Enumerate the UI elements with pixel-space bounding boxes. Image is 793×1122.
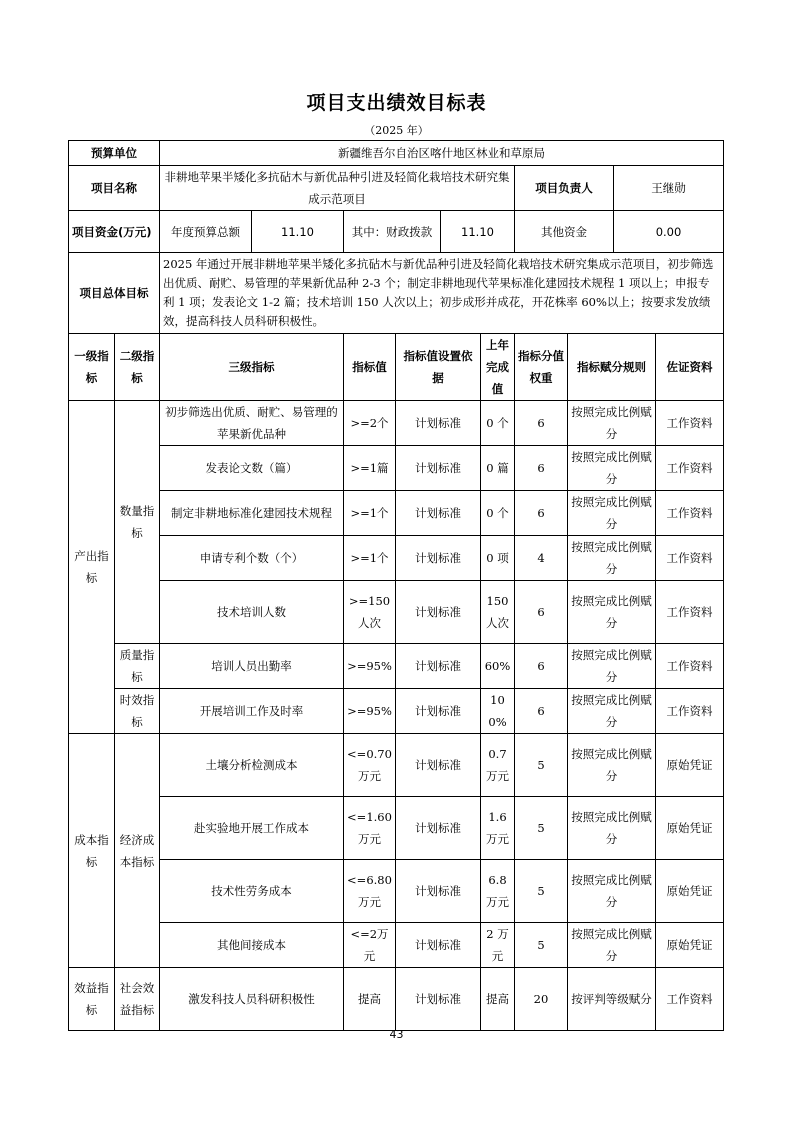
- last-year-cell: 6.8 万元: [481, 860, 515, 923]
- evidence-cell: 工作资料: [656, 968, 724, 1031]
- basis-cell: 计划标准: [396, 581, 481, 644]
- target-cell: >=1个: [344, 491, 396, 536]
- group-quality: 质量指标: [115, 644, 160, 689]
- target-cell: 提高: [344, 968, 396, 1031]
- level3-cell: 激发科技人员科研积极性: [160, 968, 344, 1031]
- last-year-cell: 0 篇: [481, 446, 515, 491]
- annual-budget-value: 11.10: [252, 211, 344, 253]
- evidence-cell: 原始凭证: [656, 734, 724, 797]
- scoring-cell: 按照完成比例赋分: [568, 401, 656, 446]
- evidence-cell: 工作资料: [656, 581, 724, 644]
- weight-cell: 6: [515, 446, 568, 491]
- scoring-cell: 按照完成比例赋分: [568, 446, 656, 491]
- target-cell: <=1.60万元: [344, 797, 396, 860]
- table-row: [69, 734, 724, 797]
- basis-cell: 计划标准: [396, 446, 481, 491]
- group-economic-cost: 经济成本指标: [115, 734, 160, 968]
- scoring-cell: 按照完成比例赋分: [568, 581, 656, 644]
- table-row: [69, 923, 724, 968]
- other-funds-value: 0.00: [614, 211, 724, 253]
- weight-cell: 20: [515, 968, 568, 1031]
- last-year-cell: 0.7 万元: [481, 734, 515, 797]
- col-level2: 二级指标: [115, 334, 160, 401]
- target-cell: <=6.80万元: [344, 860, 396, 923]
- level3-cell: 技术性劳务成本: [160, 860, 344, 923]
- fiscal-label: 其中：财政拨款: [344, 211, 441, 253]
- col-scoring: 指标赋分规则: [568, 334, 656, 401]
- scoring-cell: 按照完成比例赋分: [568, 689, 656, 734]
- scoring-cell: 按照完成比例赋分: [568, 536, 656, 581]
- last-year-cell: 150 人次: [481, 581, 515, 644]
- level3-cell: 技术培训人数: [160, 581, 344, 644]
- table-row: [69, 644, 724, 689]
- weight-cell: 6: [515, 401, 568, 446]
- evidence-cell: 工作资料: [656, 689, 724, 734]
- target-cell: <=2万元: [344, 923, 396, 968]
- overall-goal-value: 2025 年通过开展非耕地苹果半矮化多抗砧木与新优品种引进及轻简化栽培技术研究集成示范项目，初步筛选出优质、耐贮、易管理的苹果新优品种 2-3 个；制定非耕地现代苹果标准化建园技术规程 1 项以上；申报专利 1 项；发表论文 1-2 篇；技术培训 150 人次以上；初步成形并成花，开花株率 60%以上；按要求发放绩效，提高科技人员科研积极性。: [160, 253, 724, 334]
- group-output: 产出指标: [69, 401, 115, 734]
- level3-cell: 初步筛选出优质、耐贮、易管理的苹果新优品种: [160, 401, 344, 446]
- basis-cell: 计划标准: [396, 644, 481, 689]
- group-timeliness: 时效指标: [115, 689, 160, 734]
- scoring-cell: 按照完成比例赋分: [568, 797, 656, 860]
- overall-goal-label: 项目总体目标: [69, 253, 160, 334]
- project-name-label: 项目名称: [69, 166, 160, 211]
- weight-cell: 6: [515, 491, 568, 536]
- funds-row: [69, 211, 724, 253]
- last-year-cell: 1.6 万元: [481, 797, 515, 860]
- target-cell: <=0.70万元: [344, 734, 396, 797]
- weight-cell: 5: [515, 797, 568, 860]
- target-cell: >=1篇: [344, 446, 396, 491]
- col-level3: 三级指标: [160, 334, 344, 401]
- group-cost: 成本指标: [69, 734, 115, 968]
- group-benefit: 效益指标: [69, 968, 115, 1031]
- level3-cell: 培训人员出勤率: [160, 644, 344, 689]
- evidence-cell: 工作资料: [656, 644, 724, 689]
- last-year-cell: 0 个: [481, 491, 515, 536]
- table-row: [69, 581, 724, 644]
- weight-cell: 5: [515, 860, 568, 923]
- col-basis: 指标值设置依据: [396, 334, 481, 401]
- col-target: 指标值: [344, 334, 396, 401]
- weight-cell: 4: [515, 536, 568, 581]
- level3-cell: 其他间接成本: [160, 923, 344, 968]
- table-row: [69, 401, 724, 446]
- target-cell: >=2个: [344, 401, 396, 446]
- table-row: [69, 536, 724, 581]
- basis-cell: 计划标准: [396, 689, 481, 734]
- funds-label: 项目资金(万元): [69, 211, 160, 253]
- column-header-row: [69, 334, 724, 401]
- target-cell: >=95%: [344, 689, 396, 734]
- basis-cell: 计划标准: [396, 797, 481, 860]
- project-name-row: [69, 166, 724, 211]
- weight-cell: 6: [515, 581, 568, 644]
- group-social-benefit: 社会效益指标: [115, 968, 160, 1031]
- level3-cell: 申请专利个数（个）: [160, 536, 344, 581]
- col-last-year: 上年完成值: [481, 334, 515, 401]
- evidence-cell: 原始凭证: [656, 797, 724, 860]
- table-row: [69, 968, 724, 1031]
- year-label: （2025 年）: [364, 124, 429, 137]
- evidence-cell: 原始凭证: [656, 923, 724, 968]
- target-cell: >=150人次: [344, 581, 396, 644]
- table-row: [69, 797, 724, 860]
- last-year-cell: 0 个: [481, 401, 515, 446]
- last-year-cell: 60%: [481, 644, 515, 689]
- basis-cell: 计划标准: [396, 968, 481, 1031]
- weight-cell: 5: [515, 734, 568, 797]
- basis-cell: 计划标准: [396, 491, 481, 536]
- last-year-cell: 0 项: [481, 536, 515, 581]
- scoring-cell: 按评判等级赋分: [568, 968, 656, 1031]
- level3-cell: 发表论文数（篇）: [160, 446, 344, 491]
- overall-goal-row: [69, 253, 724, 334]
- col-weight: 指标分值权重: [515, 334, 568, 401]
- last-year-cell: 2 万元: [481, 923, 515, 968]
- evidence-cell: 工作资料: [656, 446, 724, 491]
- page-number: 43: [389, 1028, 404, 1041]
- level3-cell: 制定非耕地标准化建园技术规程: [160, 491, 344, 536]
- target-cell: >=1个: [344, 536, 396, 581]
- target-cell: >=95%: [344, 644, 396, 689]
- evidence-cell: 工作资料: [656, 536, 724, 581]
- evidence-cell: 工作资料: [656, 401, 724, 446]
- basis-cell: 计划标准: [396, 401, 481, 446]
- scoring-cell: 按照完成比例赋分: [568, 491, 656, 536]
- other-funds-label: 其他资金: [515, 211, 614, 253]
- annual-budget-label: 年度预算总额: [160, 211, 252, 253]
- weight-cell: 6: [515, 644, 568, 689]
- fiscal-value: 11.10: [441, 211, 515, 253]
- evidence-cell: 原始凭证: [656, 860, 724, 923]
- table-row: [69, 860, 724, 923]
- weight-cell: 6: [515, 689, 568, 734]
- scoring-cell: 按照完成比例赋分: [568, 734, 656, 797]
- scoring-cell: 按照完成比例赋分: [568, 644, 656, 689]
- col-evidence: 佐证资料: [656, 334, 724, 401]
- budget-unit-value: 新疆维吾尔自治区喀什地区林业和草原局: [160, 141, 724, 166]
- weight-cell: 5: [515, 923, 568, 968]
- budget-unit-row: [69, 141, 724, 166]
- last-year-cell: 提高: [481, 968, 515, 1031]
- basis-cell: 计划标准: [396, 734, 481, 797]
- table-row: [69, 491, 724, 536]
- level3-cell: 赴实验地开展工作成本: [160, 797, 344, 860]
- leader-label: 项目负责人: [515, 166, 614, 211]
- leader-value: 王继勋: [614, 166, 724, 211]
- page-title: 项目支出绩效目标表: [306, 92, 487, 114]
- budget-unit-label: 预算单位: [69, 141, 160, 166]
- project-name-value: 非耕地苹果半矮化多抗砧木与新优品种引进及轻简化栽培技术研究集成示范项目: [160, 166, 515, 211]
- level3-cell: 土壤分析检测成本: [160, 734, 344, 797]
- level3-cell: 开展培训工作及时率: [160, 689, 344, 734]
- scoring-cell: 按照完成比例赋分: [568, 860, 656, 923]
- last-year-cell: 100%: [481, 689, 515, 734]
- performance-table: [68, 140, 724, 1031]
- table-row: [69, 446, 724, 491]
- evidence-cell: 工作资料: [656, 491, 724, 536]
- basis-cell: 计划标准: [396, 536, 481, 581]
- scoring-cell: 按照完成比例赋分: [568, 923, 656, 968]
- group-quantity: 数量指标: [115, 401, 160, 644]
- basis-cell: 计划标准: [396, 860, 481, 923]
- table-row: [69, 689, 724, 734]
- col-level1: 一级指标: [69, 334, 115, 401]
- basis-cell: 计划标准: [396, 923, 481, 968]
